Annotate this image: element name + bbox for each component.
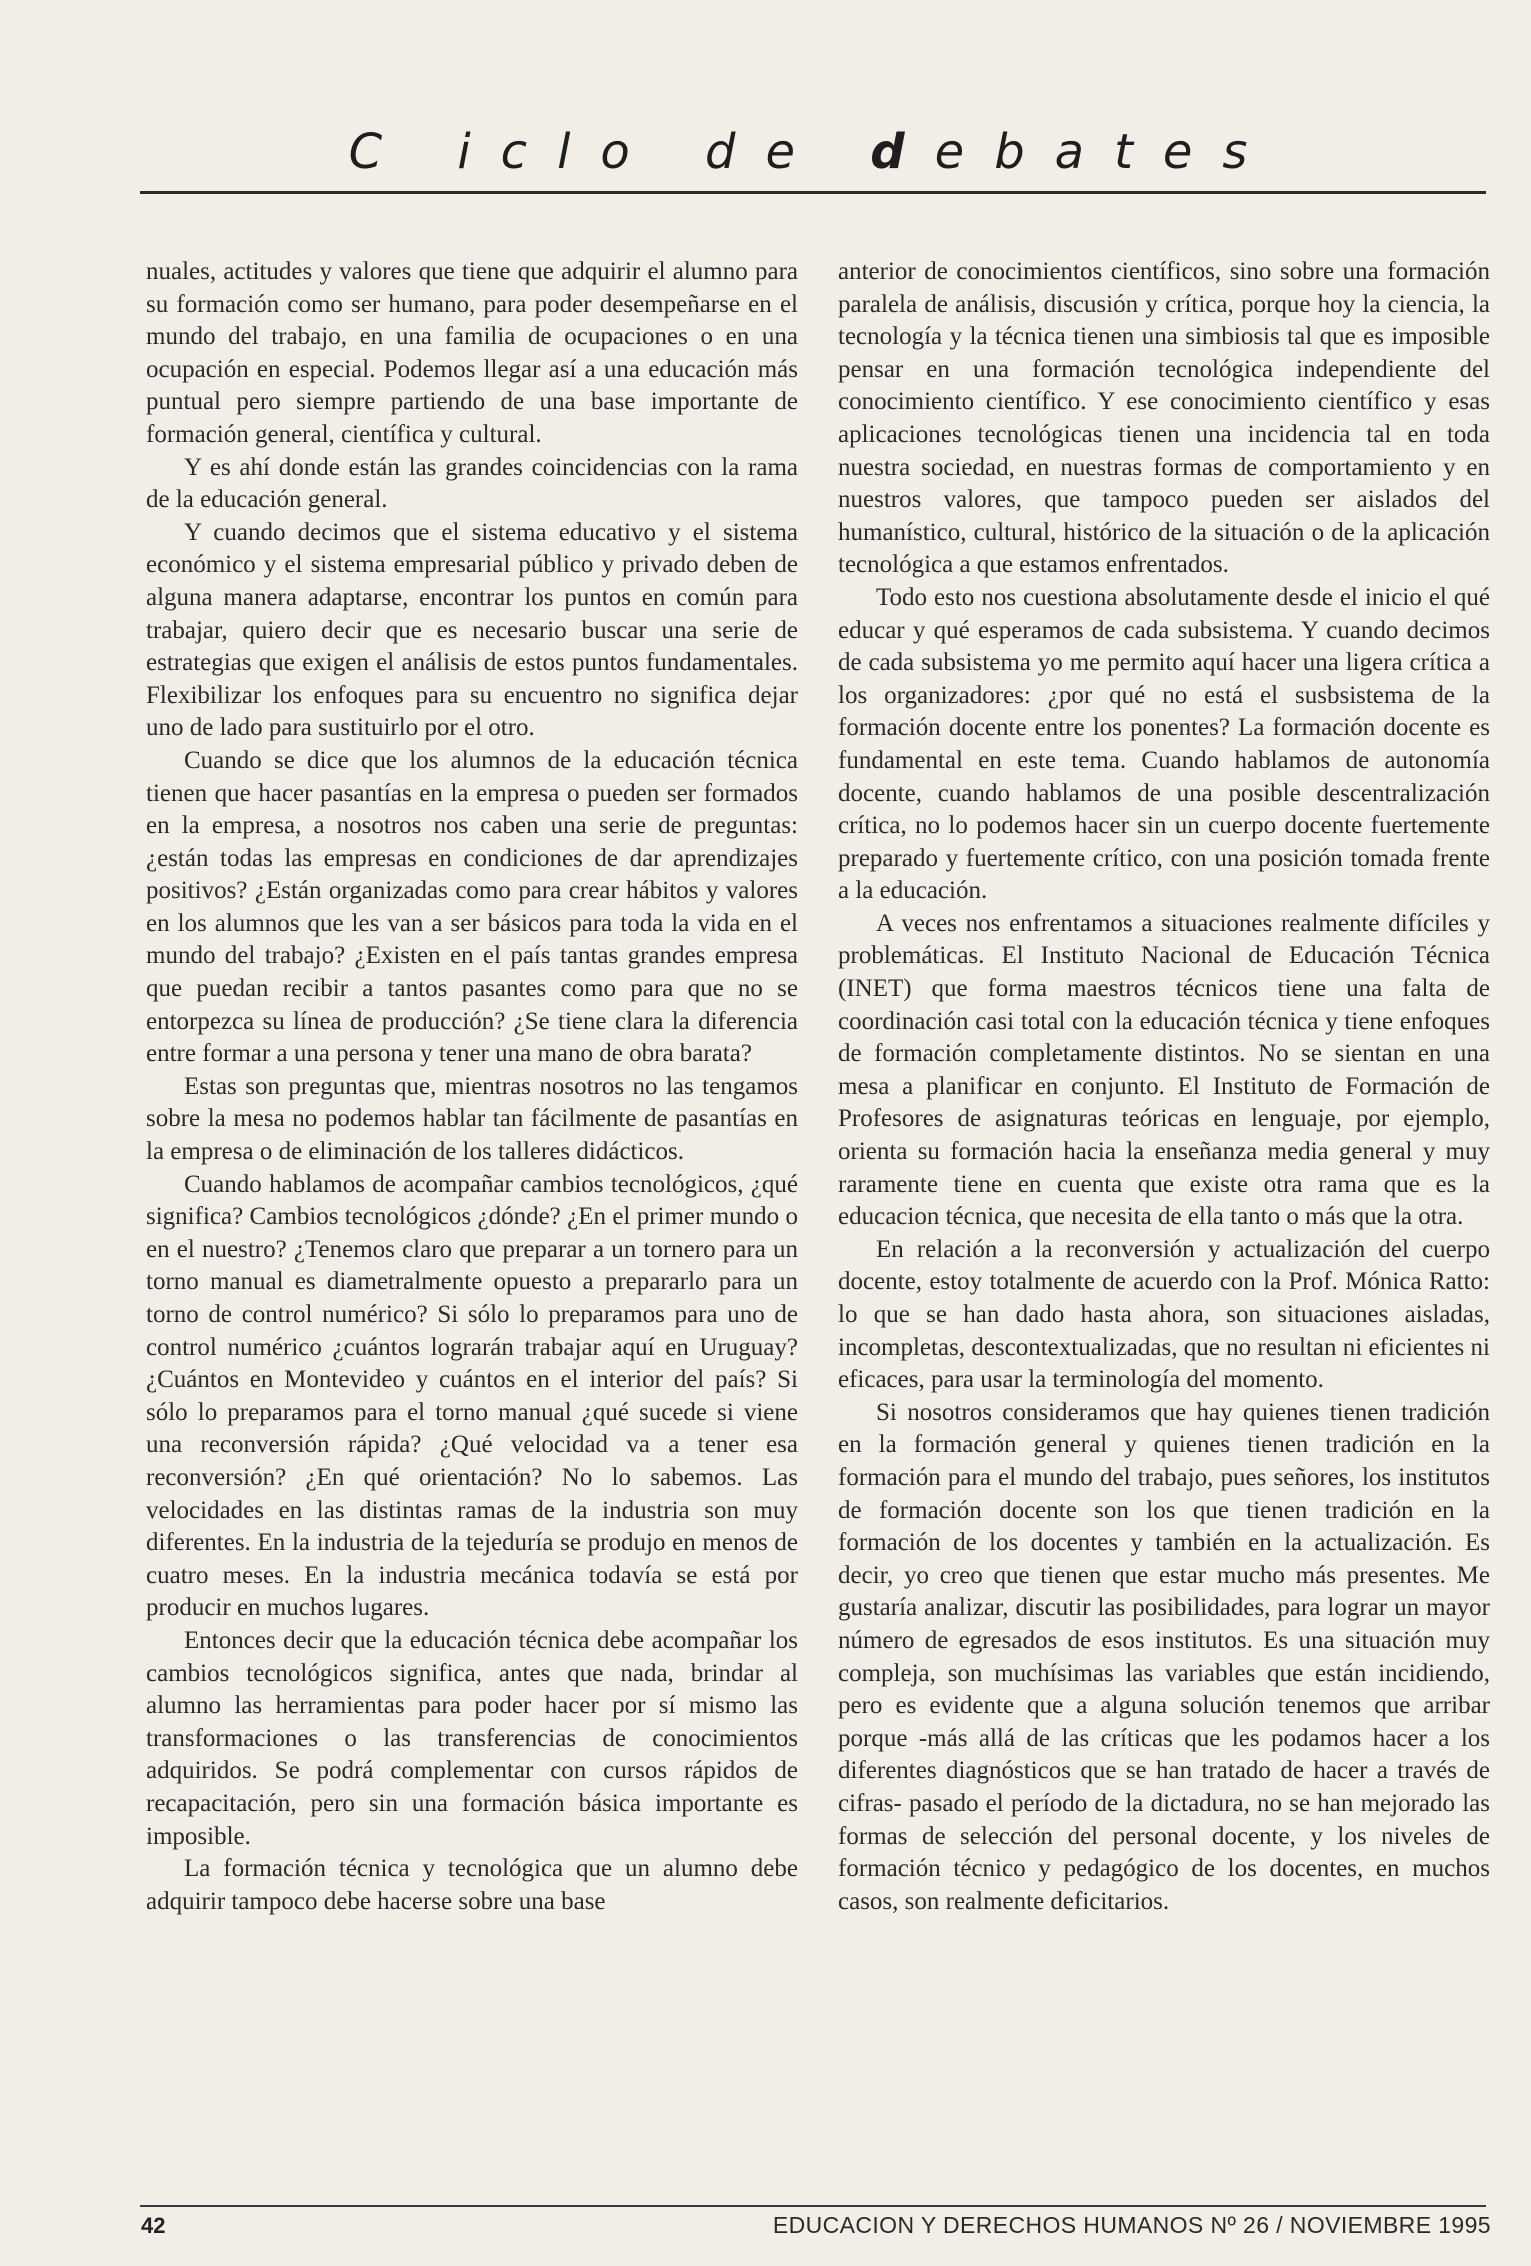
publication-info: EDUCACION Y DERECHOS HUMANOS Nº 26 / NOVIEMBRE 1995	[772, 2212, 1491, 2238]
page-number: 42	[141, 2213, 166, 2238]
paragraph: Y cuando decimos que el sistema educativo y el sistema económico y el sistema empresarial público y privado deben de alguna manera adaptarse, encontrar los puntos en común para trabajar, quiero decir que es necesario buscar una serie de estrategias que exigen el análisis de estos puntos fundamentales. Flexibilizar los enfoques para su encuentro no significa dejar uno de lado para sustituirlo por el otro.	[146, 518, 798, 742]
paragraph: Entonces decir que la educación técnica debe acompañar los cambios tecnológicos significa, antes que nada, brindar al alumno las herramientas para poder hacer por sí mismo las transformaciones o las transferencias de conocimientos adquiridos. Se podrá complementar con cursos rápidos de recapacitación, pero sin una formación básica importante es imposible.	[146, 1626, 798, 1850]
paragraph: Todo esto nos cuestiona absolutamente desde el inicio el qué educar y qué esperamos de cada subsistema. Y cuando decimos de cada subsistema yo me permito aquí hacer una ligera crítica a los organizadores: ¿por qué no está el susbsistema de la formación docente entre los ponentes? La formación docente es fundamental en este tema. Cuando hablamos de autonomía docente, cuando hablamos de una posible descentralización crítica, no lo podemos hacer sin un cuerpo docente fuertemente preparado y fuertemente crítico, con una posición tomada frente a la educación.	[838, 583, 1490, 905]
paragraph: Cuando se dice que los alumnos de la educación técnica tienen que hacer pasantías en la empresa o pueden ser formados en la empresa, a nosotros nos caben una serie de preguntas: ¿están todas las empresas en condiciones de dar aprendizajes positivos? ¿Están organizadas como para crear hábitos y valores en los alumnos que les van a ser básicos para toda la vida en el mundo del trabajo? ¿Existen en el país tantas grandes empresa que puedan recibir a tantos pasantes como para que no se entorpezca su línea de producción? ¿Se tiene clara la diferencia entre formar a una persona y tener una mano de obra barata?	[146, 746, 798, 1068]
paragraph: anterior de conocimientos científicos, sino sobre una formación paralela de análisis, discusión y crítica, porque hoy la ciencia, la tecnología y la técnica tienen una simbiosis tal que es imposible pensar en una formación tecnológica independiente del conocimiento científico. Y ese conocimiento científico y esas aplicaciones tecnológicas tienen una incidencia tal en toda nuestra sociedad, en nuestras formas de comportamiento y en nuestros valores, que tampoco pueden ser aislados del humanístico, cultural, histórico de la situación o de la aplicación tecnológica a que estamos enfrentados.	[838, 258, 1490, 579]
paragraph: A veces nos enfrentamos a situaciones realmente difíciles y problemáticas. El Instituto Nacional de Educación Técnica (INET) que forma maestros técnicos tiene una falta de coordinación casi total con la educación técnica y tiene enfoques de formación completamente distintos. No se sientan en una mesa a planificar en conjunto. El Instituto de Formación de Profesores de asignaturas teóricas en lenguaje, por ejemplo, orienta su formación hacia la enseñanza media general y muy raramente tiene en cuenta que existe otra rama que es la educacion técnica, que necesita de ella tanto o más que la otra.	[838, 909, 1490, 1231]
paragraph: La formación técnica y tecnológica que un alumno debe adquirir tampoco debe hacerse sobre una base	[146, 1855, 798, 1915]
header-rule	[140, 191, 1486, 194]
paragraph: En relación a la reconversión y actualización del cuerpo docente, estoy totalmente de acuerdo con la Prof. Mónica Ratto: lo que se han dado hasta ahora, son situaciones aisladas, incompletas, descontextualizadas, que no resultan ni eficientes ni eficaces, para usar la terminología del momento.	[838, 1235, 1490, 1394]
paragraph: Cuando hablamos de acompañar cambios tecnológicos, ¿qué significa? Cambios tecnológicos ¿dónde? ¿En el primer mundo o en el nuestro? ¿Tenemos claro que preparar a un tornero para un torno manual es diametralmente opuesto a prepararlo para un torno de control numérico? Si sólo lo preparamos para uno de control numérico ¿cuántos lograrán trabajar aquí en Uruguay? ¿Cuántos en Montevideo y cuántos en el interior del país? Si sólo lo preparamos para el torno manual ¿qué sucede si viene una reconversión rápida? ¿Qué velocidad va a tener esa reconversión? ¿En qué orientación? No lo sabemos. Las velocidades en las distintas ramas de la industria son muy diferentes. En la industria de la tejeduría se produjo en menos de cuatro meses. En la industria mecánica todavía se está por producir en muchos lugares.	[146, 1170, 798, 1622]
header-word-debates: ebates	[934, 124, 1278, 180]
section-header	[140, 124, 1486, 180]
header-word-ciclo: iclo de	[457, 124, 826, 180]
paragraph: nuales, actitudes y valores que tiene que adquirir el alumno para su formación como ser humano, para poder desempeñarse en el mundo del trabajo, en una familia de ocupaciones o en una ocupación en especial. Podemos llegar así a una educación más puntual pero siempre partiendo de una base importante de formación general, científica y cultural.	[146, 258, 798, 448]
paragraph: Estas son preguntas que, mientras nosotros no las tengamos sobre la mesa no podemos hablar tan fácilmente de pasantías en la empresa o de eliminación de los talleres didácticos.	[146, 1072, 798, 1166]
right-column	[838, 256, 1490, 1918]
header-emphasis: d	[870, 124, 935, 180]
footer-rule	[140, 2205, 1486, 2207]
left-column	[146, 256, 798, 1918]
header-initial: C	[348, 124, 413, 180]
paragraph: Y es ahí donde están las grandes coincidencias con la rama de la educación general.	[146, 453, 798, 514]
paragraph: Si nosotros consideramos que hay quienes tienen tradición en la formación general y quienes tienen tradición en la formación para el mundo del trabajo, pues señores, los institutos de formación docente son los que tienen tradición en la formación de los docentes y también en la actualización. Es decir, yo creo que tienen que estar mucho más presentes. Me gustaría analizar, discutir las posibilidades, para lograr un mayor número de egresados de esos institutos. Es una situación muy compleja, son muchísimas las variables que están incidiendo, pero es evidente que a alguna solución tenemos que arribar porque -más allá de las críticas que les podamos hacer a los diferentes diagnósticos que se han tratado de hacer a través de cifras- pasado el período de la dictadura, no se han mejorado las formas de selección del personal docente, y los niveles de formación técnico y pedagógico de los docentes, en muchos casos, son realmente deficitarios.	[838, 1398, 1490, 1915]
